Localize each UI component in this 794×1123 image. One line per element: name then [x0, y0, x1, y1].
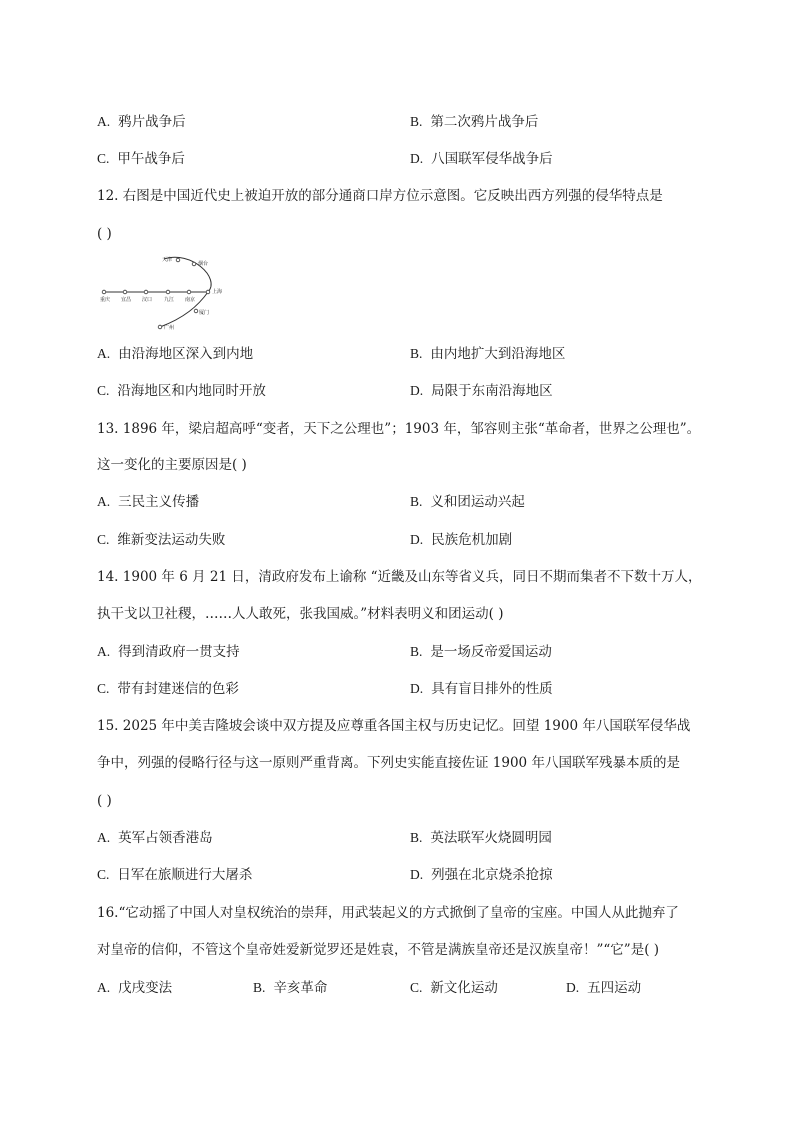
q13-option-c[interactable] [97, 531, 225, 549]
label-hankou: 汉口 [142, 297, 153, 303]
option-text: 得到清政府一贯支持 [118, 644, 240, 660]
port-node-yichang [123, 290, 127, 294]
q15-stem-line1: 15. 2025 年中美吉隆坡会谈中双方提及应尊重各国主权与历史记忆。回望 1900 年八国联军侵华战 [97, 718, 691, 734]
option-letter: A. [97, 346, 111, 361]
treaty-ports-map [96, 250, 246, 335]
port-node-guangzhou [158, 325, 162, 329]
q13-option-a[interactable] [97, 493, 199, 511]
option-letter: B. [410, 830, 423, 845]
option-text: 维新变法运动失败 [117, 532, 226, 548]
port-node-xiamen [194, 309, 198, 313]
option-text: 英法联军火烧圆明园 [430, 830, 552, 846]
option-letter: B. [410, 346, 423, 361]
label-tianjin: 天津 [162, 257, 173, 263]
option-text: 三民主义传播 [118, 494, 200, 510]
option-letter: B. [410, 494, 423, 509]
label-xiamen: 厦门 [199, 310, 210, 316]
option-letter: A. [97, 980, 111, 995]
q12-option-c[interactable] [97, 382, 266, 400]
option-letter: C. [97, 532, 110, 547]
q14-option-c[interactable] [97, 680, 239, 698]
option-text: 义和团运动兴起 [430, 494, 525, 510]
option-text: 列强在北京烧杀抢掠 [431, 867, 553, 883]
option-text: 局限于东南沿海地区 [431, 383, 553, 399]
option-letter: A. [97, 494, 111, 509]
q13-stem-line2: 这一变化的主要原因是( ) [97, 457, 247, 473]
port-node-yantai [192, 262, 196, 266]
option-letter: A. [97, 644, 111, 659]
q15-option-d[interactable] [410, 866, 553, 884]
option-text: 第二次鸦片战争后 [430, 114, 539, 130]
port-node-tianjin [176, 258, 180, 262]
q15-option-b[interactable] [410, 829, 552, 847]
port-node-nanjing [187, 290, 191, 294]
q13-option-d[interactable] [410, 531, 512, 549]
label-chongqing: 重庆 [100, 297, 111, 303]
q11-option-d[interactable] [410, 150, 553, 168]
q16-option-c[interactable] [410, 979, 498, 997]
option-text: 日军在旅顺进行大屠杀 [117, 867, 253, 883]
port-node-chongqing [102, 290, 106, 294]
option-text: 辛亥革命 [273, 980, 328, 996]
option-letter: D. [566, 980, 580, 995]
q15-option-c[interactable] [97, 866, 252, 884]
option-letter: B. [410, 644, 423, 659]
option-letter: C. [97, 867, 110, 882]
option-text: 由内地扩大到沿海地区 [430, 346, 566, 362]
q14-option-d[interactable] [410, 680, 553, 698]
option-text: 甲午战争后 [117, 151, 185, 167]
option-text: 带有封建迷信的色彩 [117, 681, 239, 697]
q14-stem-line1: 14. 1900 年 6 月 21 日，清政府发布上谕称 “近畿及山东等省义兵，同日不期而集者不下数十万人， [97, 569, 702, 585]
port-node-jiujiang [166, 290, 170, 294]
option-letter: B. [410, 114, 423, 129]
label-yichang: 宜昌 [121, 297, 132, 303]
option-text: 民族危机加剧 [431, 532, 513, 548]
q14-option-a[interactable] [97, 643, 240, 661]
label-guangzhou: 广州 [164, 325, 175, 331]
label-yantai: 烟台 [198, 261, 209, 267]
option-letter: D. [410, 867, 424, 882]
option-letter: C. [410, 980, 423, 995]
option-text: 五四运动 [587, 980, 642, 996]
port-node-shanghai [206, 290, 210, 294]
option-letter: A. [97, 830, 111, 845]
option-text: 具有盲目排外的性质 [431, 681, 553, 697]
q16-stem-line2: 对皇帝的信仰，不管这个皇帝姓爱新觉罗还是姓袁，不管是满族皇帝还是汉族皇帝！”“它”是( ) [97, 942, 660, 958]
label-shanghai: 上海 [212, 289, 223, 295]
option-letter: A. [97, 114, 111, 129]
option-text: 戊戌变法 [118, 980, 173, 996]
label-nanjing: 南京 [185, 297, 196, 303]
option-letter: B. [253, 980, 266, 995]
option-letter: D. [410, 681, 424, 696]
q14-option-b[interactable] [410, 643, 552, 661]
option-text: 鸦片战争后 [118, 114, 186, 130]
q11-option-a[interactable] [97, 113, 186, 131]
q16-stem-line1: 16.“它动摇了中国人对皇权统治的崇拜，用武装起义的方式掀倒了皇帝的宝座。中国人从此抛弃了 [97, 905, 679, 921]
option-letter: D. [410, 383, 424, 398]
q12-stem-line2: ( ) [97, 226, 112, 242]
q16-option-a[interactable] [97, 979, 172, 997]
q14-stem-line2: 执干戈以卫社稷，……人人敢死，张我国威。”材料表明义和团运动( ) [97, 606, 504, 622]
option-letter: C. [97, 383, 110, 398]
option-letter: D. [410, 532, 424, 547]
option-text: 英军占领香港岛 [118, 830, 213, 846]
q11-option-c[interactable] [97, 150, 185, 168]
q12-stem-line1: 12. 右图是中国近代史上被迫开放的部分通商口岸方位示意图。它反映出西方列强的侵华特点是 [97, 188, 663, 204]
q13-option-b[interactable] [410, 493, 525, 511]
option-letter: C. [97, 681, 110, 696]
q12-option-a[interactable] [97, 345, 253, 363]
option-text: 沿海地区和内地同时开放 [117, 383, 266, 399]
port-node-hankou [144, 290, 148, 294]
q16-option-d[interactable] [566, 979, 641, 997]
q12-option-d[interactable] [410, 382, 553, 400]
option-text: 八国联军侵华战争后 [431, 151, 553, 167]
option-letter: D. [410, 151, 424, 166]
option-text: 是一场反帝爱国运动 [430, 644, 552, 660]
q15-option-a[interactable] [97, 829, 213, 847]
label-jiujiang: 九江 [164, 297, 175, 303]
q11-option-b[interactable] [410, 113, 538, 131]
option-text: 由沿海地区深入到内地 [118, 346, 254, 362]
q15-stem-line3: ( ) [97, 793, 112, 809]
option-text: 新文化运动 [430, 980, 498, 996]
q15-stem-line2: 争中，列强的侵略行径与这一原则严重背离。下列史实能直接佐证 1900 年八国联军残暴本质的是 [97, 755, 680, 771]
q16-option-b[interactable] [253, 979, 327, 997]
q12-option-b[interactable] [410, 345, 565, 363]
q13-stem-line1: 13. 1896 年，梁启超高呼“变者，天下之公理也”；1903 年，邹容则主张“革命者，世界之公理也”。 [97, 421, 701, 437]
option-letter: C. [97, 151, 110, 166]
